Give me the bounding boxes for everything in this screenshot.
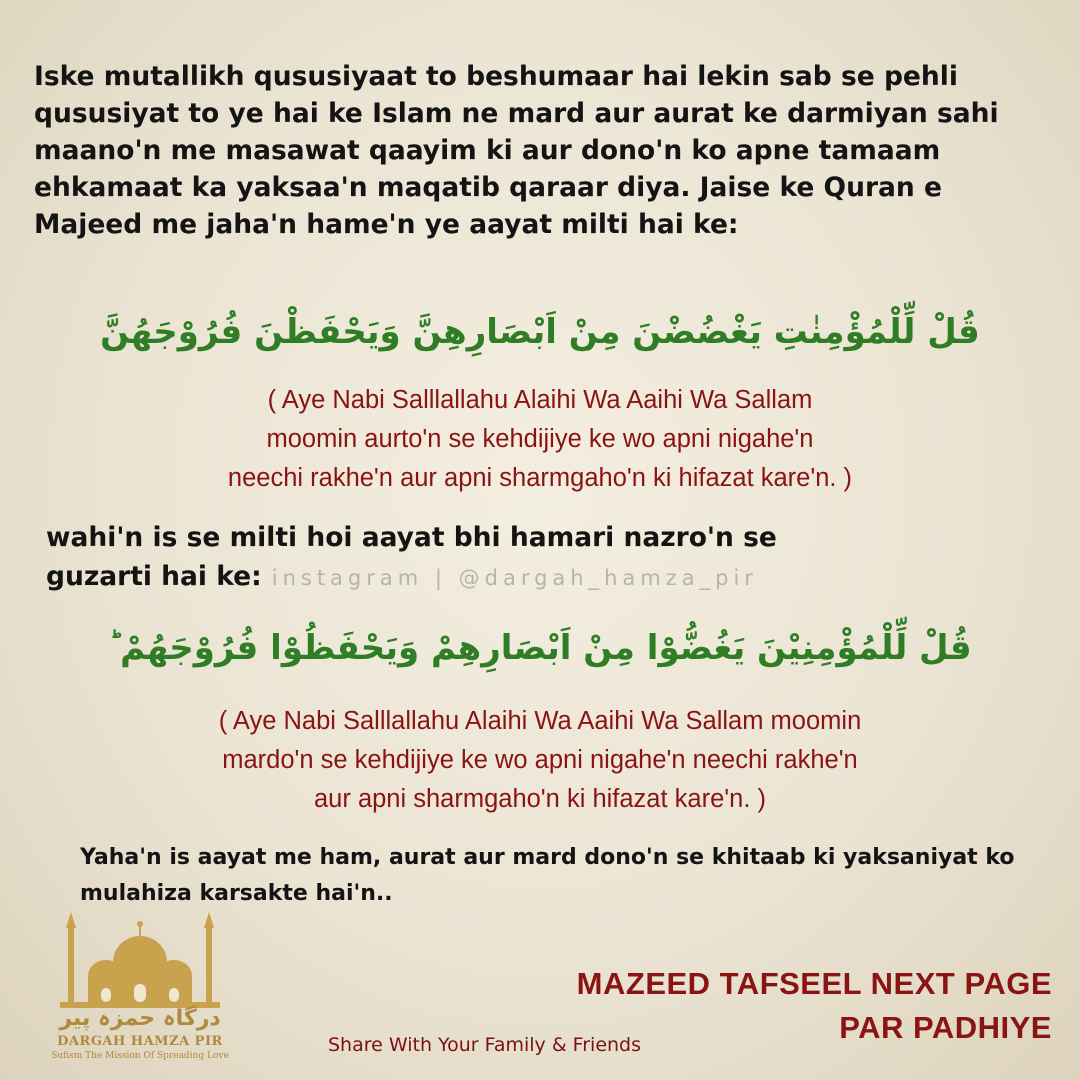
- verse-1-translation-line-1: ( Aye Nabi Salllallahu Alaihi Wa Aaihi Wa Sallam: [267, 386, 813, 414]
- logo-urdu-text: درگاہ حمزہ پیر: [59, 1006, 221, 1031]
- logo-name: DARGAH HAMZA PIR: [57, 1034, 223, 1049]
- verse-2-translation-line-2: mardo'n se kehdijiye ke wo apni nigahe'n neechi rakhe'n: [222, 746, 858, 774]
- next-page-line-1: MAZEED TAFSEEL NEXT PAGE: [576, 966, 1052, 1001]
- verse-1-translation-line-3: neechi rakhe'n aur apni sharmgaho'n ki hifazat kare'n. ): [227, 464, 853, 492]
- next-page-notice: [577, 962, 1052, 1050]
- share-text: Share With Your Family & Friends: [328, 1034, 642, 1056]
- verse-1-arabic: قُلْ لِّلْمُؤْمِنٰتِ يَغْضُضْنَ مِنْ اَبْصَارِهِنَّ وَيَحْفَظْنَ فُرُوْجَهُنَّ: [100, 312, 980, 352]
- instagram-watermark: instagram | @dargah_hamza_pir: [271, 566, 758, 590]
- middle-paragraph-line-2: [46, 557, 1046, 598]
- next-page-line-2: PAR PADHIYE: [839, 1010, 1052, 1045]
- middle-paragraph-line-2-text: guzarti hai ke:: [46, 561, 262, 592]
- closing-paragraph: Yaha'n is aayat me ham, aurat aur mard dono'n se khitaab ki yaksaniyat ko mulahiza karsakte hai'n..: [80, 845, 1015, 906]
- dargah-logo: [40, 910, 240, 1070]
- intro-paragraph: Iske mutallikh qususiyaat to beshumaar hai lekin sab se pehli qususiyat to ye hai ke Islam ne mard aur aurat ke darmiyan sahi maano'n me masawat qaayim ki aur dono'n ko apne tamaam ehkamaat ka yaksaa'n maqatib qaraar diya. Jaise ke Quran e Majeed me jaha'n hame'n ye aayat milti hai ke:: [34, 61, 999, 240]
- verse-2-translation-line-3: aur apni sharmgaho'n ki hifazat kare'n. ): [314, 785, 766, 813]
- verse-2-translation: [0, 702, 1080, 819]
- logo-tagline: Sufism The Mission Of Spreading Love: [51, 1051, 229, 1061]
- mosque-icon: [40, 910, 240, 1010]
- middle-paragraph-line-1: wahi'n is se milti hoi aayat bhi hamari nazro'n se: [46, 522, 777, 553]
- middle-paragraph: [46, 518, 1046, 598]
- verse-2-translation-line-1: ( Aye Nabi Salllallahu Alaihi Wa Aaihi Wa Sallam moomin: [218, 707, 862, 735]
- verse-1-translation-line-2: moomin aurto'n se kehdijiye ke wo apni nigahe'n: [266, 425, 814, 453]
- verse-1-translation: [0, 381, 1080, 498]
- verse-2-arabic: قُلْ لِّلْمُؤْمِنِيْنَ يَغُضُّوْا مِنْ اَبْصَارِهِمْ وَيَحْفَظُوْا فُرُوْجَهُمْ ؕ: [108, 628, 972, 668]
